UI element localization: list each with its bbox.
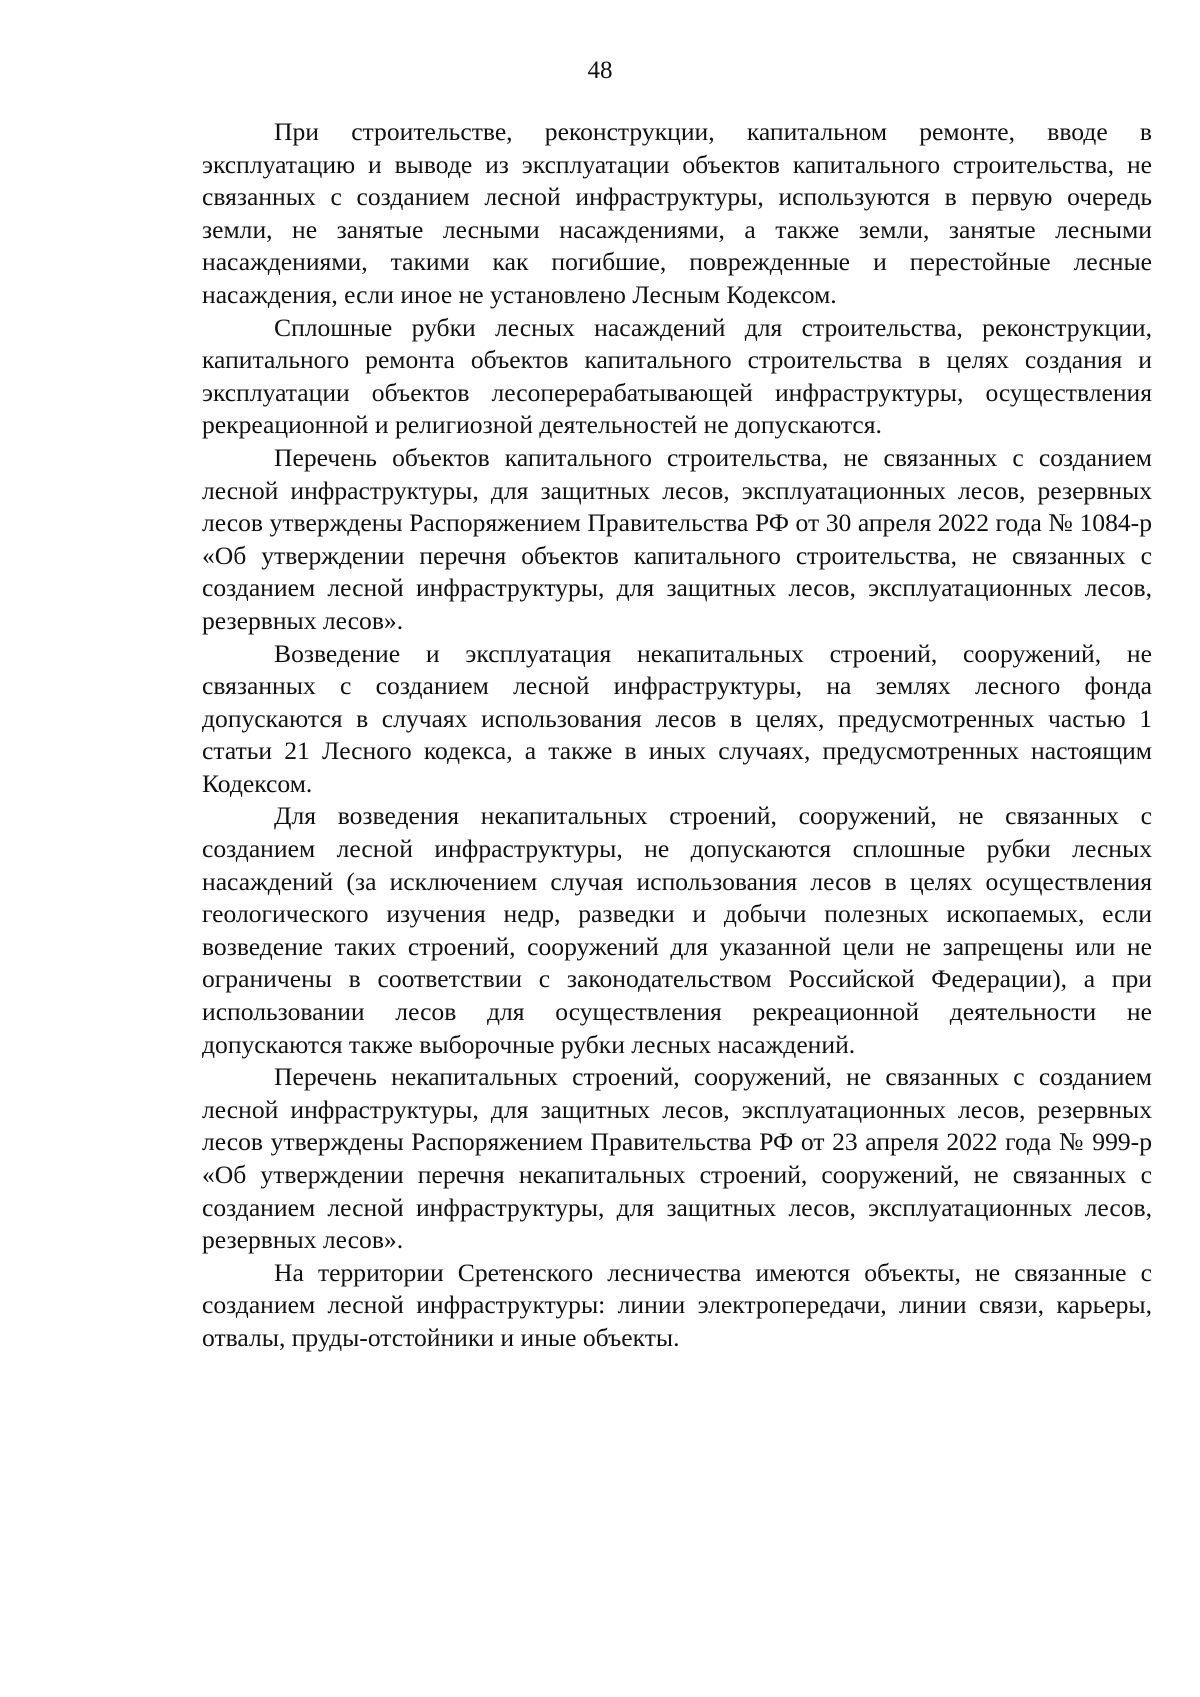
paragraph-capital-objects-list: Перечень объектов капитального строительства, не связанных с созданием лесной инфраструктуры, для защитных лесов, эксплуатационных лесов, резервных лесов утверждены Распоряжением Правительства РФ от 30 апреля 2022 года № 1084-р «Об утверждении перечня объектов капитального строительства, не связанных с созданием лесной инфраструктуры, для защитных лесов, эксплуатационных лесов, резервных лесов». — [202, 442, 1152, 635]
paragraph-non-capital-cutting-rules: Для возведения некапитальных строений, сооружений, не связанных с созданием лесной инфраструктуры, не допускаются сплошные рубки лесных насаждений (за исключением случая использования лесов в целях осуществления геологического изучения недр, разведки и добычи полезных ископаемых, если возведение таких строений, сооружений для указанной цели не запрещены или не ограничены в соответствии с законодательством Российской Федерации), а при использовании лесов для осуществления рекреационной деятельности не допускаются также выборочные рубки лесных насаждений. — [202, 801, 1152, 1059]
paragraph-non-capital-objects-list: Перечень некапитальных строений, сооружений, не связанных с созданием лесной инфраструктуры, для защитных лесов, эксплуатационных лесов, резервных лесов утверждены Распоряжением Правительства РФ от 23 апреля 2022 года № 999-р «Об утверждении перечня некапитальных строений, сооружений, не связанных с созданием лесной инфраструктуры, для защитных лесов, эксплуатационных лесов, резервных лесов». — [202, 1062, 1152, 1255]
paragraph-non-capital-structures: Возведение и эксплуатация некапитальных строений, сооружений, не связанных с созданием лесной инфраструктуры, на землях лесного фонда допускаются в случаях использования лесов в целях, предусмотренных частью 1 статьи 21 Лесного кодекса, а также в иных случаях, предусмотренных настоящим Кодексом. — [202, 638, 1152, 798]
paragraph-construction-land-use: При строительстве, реконструкции, капитальном ремонте, вводе в эксплуатацию и выводе из эксплуатации объектов капитального строительства, не связанных с созданием лесной инфраструктуры, используются в первую очередь земли, не занятые лесными насаждениями, а также земли, занятые лесными насаждениями, такими как погибшие, поврежденные и перестойные лесные насаждения, если иное не установлено Лесным Кодексом. — [202, 117, 1152, 309]
document-body — [202, 116, 1152, 1355]
paragraph-sretensk-objects: На территории Сретенского лесничества имеются объекты, не связанные с созданием лесной инфраструктуры: линии электропередачи, линии связи, карьеры, отвалы, пруды-отстойники и иные объекты. — [202, 1257, 1152, 1352]
page-number: 48 — [587, 57, 613, 84]
paragraph-clear-cutting-prohibition: Сплошные рубки лесных насаждений для строительства, реконструкции, капитального ремонта объектов капитального строительства в целях создания и эксплуатации объектов лесоперерабатывающей инфраструктуры, осуществления рекреационной и религиозной деятельностей не допускаются. — [202, 312, 1152, 440]
